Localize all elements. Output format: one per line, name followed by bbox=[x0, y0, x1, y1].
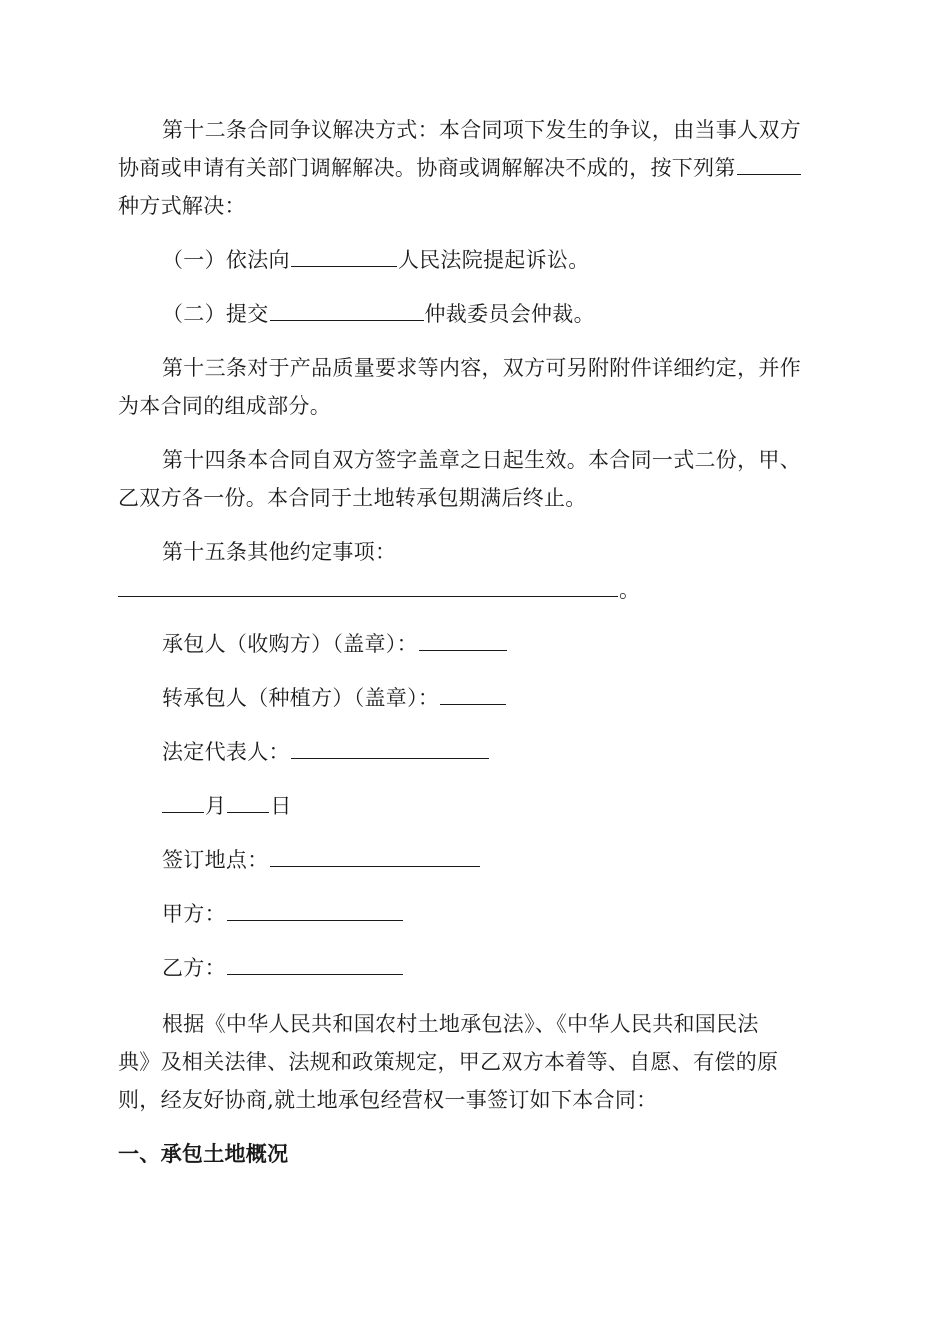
day-label: 日 bbox=[270, 794, 292, 818]
party-b-line bbox=[162, 956, 404, 980]
subcontractor-signature bbox=[162, 686, 507, 710]
month-blank[interactable] bbox=[162, 794, 204, 813]
preamble-line1: 根据《中华人民共和国农村土地承包法》、《中华人民共和国民法 bbox=[162, 1012, 759, 1036]
article14-line2: 乙双方各一份。本合同于土地转承包期满后终止。 bbox=[118, 486, 587, 510]
party-a-blank[interactable] bbox=[227, 902, 403, 921]
section1-title: 一、承包土地概况 bbox=[118, 1142, 289, 1166]
contractor-label: 承包人（收购方）（盖章）： bbox=[162, 632, 418, 656]
option1-suffix: 人民法院提起诉讼。 bbox=[397, 248, 590, 272]
subcontractor-blank[interactable] bbox=[440, 686, 506, 705]
article12-line2-text: 协商或申请有关部门调解解决。协商或调解解决不成的，按下列第 bbox=[118, 156, 736, 180]
party-a-line bbox=[162, 902, 404, 926]
option2-suffix: 仲裁委员会仲裁。 bbox=[424, 302, 595, 326]
signing-place-line bbox=[162, 848, 481, 872]
signing-place-label: 签订地点： bbox=[162, 848, 269, 872]
article13-line1: 第十三条对于产品质量要求等内容，双方可另附附件详细约定，并作 bbox=[162, 356, 801, 380]
article15-label: 第十五条其他约定事项： bbox=[162, 540, 397, 564]
article12-line3: 种方式解决： bbox=[118, 194, 246, 218]
article13-line2: 为本合同的组成部分。 bbox=[118, 394, 331, 418]
article15-end-mark: 。 bbox=[619, 578, 641, 602]
legal-rep-label: 法定代表人： bbox=[162, 740, 290, 764]
option2-prefix: （二）提交 bbox=[162, 302, 269, 326]
option1-prefix: （一）依法向 bbox=[162, 248, 290, 272]
option1-line bbox=[162, 248, 590, 272]
legal-rep-signature bbox=[162, 740, 490, 764]
court-name-blank[interactable] bbox=[291, 248, 397, 267]
arbitration-commission-blank[interactable] bbox=[270, 302, 424, 321]
option2-line bbox=[162, 302, 595, 326]
preamble-line2: 典》及相关法律、法规和政策规定，甲乙双方本着等、自愿、有偿的原 bbox=[118, 1050, 779, 1074]
other-terms-blank[interactable] bbox=[118, 578, 618, 597]
contractor-blank[interactable] bbox=[419, 632, 507, 651]
article14-line1: 第十四条本合同自双方签字盖章之日起生效。本合同一式二份，甲、 bbox=[162, 448, 801, 472]
month-label: 月 bbox=[205, 794, 227, 818]
signing-place-blank[interactable] bbox=[270, 848, 480, 867]
contractor-signature bbox=[162, 632, 508, 656]
preamble-line3: 则，经友好协商,就土地承包经营权一事签订如下本合同： bbox=[118, 1088, 658, 1112]
date-line bbox=[162, 794, 292, 818]
dispute-method-blank[interactable] bbox=[737, 156, 801, 175]
party-b-label: 乙方： bbox=[162, 956, 226, 980]
legal-rep-blank[interactable] bbox=[291, 740, 489, 759]
party-b-blank[interactable] bbox=[227, 956, 403, 975]
article12-line2 bbox=[118, 156, 802, 180]
article12-line1: 第十二条合同争议解决方式：本合同项下发生的争议，由当事人双方 bbox=[162, 118, 801, 142]
day-blank[interactable] bbox=[227, 794, 269, 813]
subcontractor-label: 转承包人（种植方）（盖章）： bbox=[162, 686, 440, 710]
party-a-label: 甲方： bbox=[162, 902, 226, 926]
article15-blank-line bbox=[118, 578, 640, 602]
